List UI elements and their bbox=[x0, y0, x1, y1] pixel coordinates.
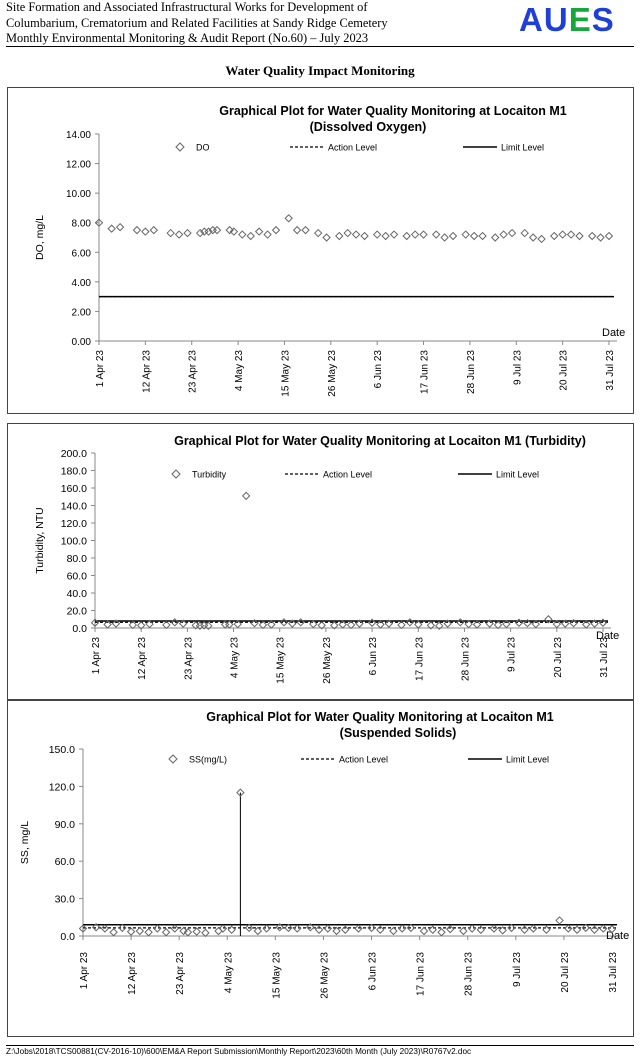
x-tick-label: 23 Apr 23 bbox=[187, 350, 199, 393]
x-tick-label: 12 Apr 23 bbox=[137, 637, 149, 680]
x-tick-label: 17 Jun 23 bbox=[414, 637, 426, 681]
logo-letter: S bbox=[591, 1, 615, 38]
legend-label: Action Level bbox=[323, 469, 373, 480]
aues-logo bbox=[519, 2, 615, 38]
x-tick-label: 15 May 23 bbox=[275, 637, 287, 684]
chart-ss bbox=[8, 701, 633, 1036]
logo-letter: E bbox=[568, 1, 592, 38]
section-title: Water Quality Impact Monitoring bbox=[225, 63, 415, 78]
x-tick-label: 1 Apr 23 bbox=[79, 952, 90, 990]
y-tick-label: 90.0 bbox=[54, 818, 75, 831]
data-point bbox=[336, 233, 343, 240]
legend-label: Turbidity bbox=[192, 469, 227, 480]
legend-label: Limit Level bbox=[501, 142, 545, 153]
x-tick-label: 9 Jul 23 bbox=[511, 952, 523, 988]
x-tick-label: 20 Jul 23 bbox=[559, 952, 571, 993]
legend-label: Limit Level bbox=[496, 469, 540, 480]
x-tick-label: 26 May 23 bbox=[326, 350, 338, 397]
data-point bbox=[576, 233, 583, 240]
data-point bbox=[202, 929, 209, 936]
data-point bbox=[403, 233, 410, 240]
chart-title bbox=[206, 710, 554, 740]
data-point bbox=[374, 231, 381, 238]
data-point bbox=[150, 227, 157, 234]
x-tick-label: 9 Jul 23 bbox=[506, 637, 518, 673]
data-point bbox=[412, 231, 419, 238]
data-point bbox=[391, 231, 398, 238]
x-tick-label: 6 Jun 23 bbox=[368, 637, 380, 676]
x-tick-label: 31 Jul 23 bbox=[605, 350, 616, 391]
header-line-1: Site Formation and Associated Infrastructural Works for Development of bbox=[6, 0, 368, 14]
data-point bbox=[285, 215, 292, 222]
data-point bbox=[324, 925, 331, 932]
footer-divider bbox=[6, 1045, 634, 1046]
data-point bbox=[264, 231, 271, 238]
chart-title bbox=[174, 434, 586, 448]
x-tick-label: 4 May 23 bbox=[234, 350, 246, 392]
data-point bbox=[184, 230, 191, 237]
data-point bbox=[441, 234, 448, 241]
data-point bbox=[530, 925, 537, 932]
legend-marker bbox=[172, 470, 180, 478]
data-point bbox=[421, 928, 428, 935]
data-point bbox=[479, 233, 486, 240]
legend-marker bbox=[169, 755, 177, 763]
x-tick-label: 26 May 23 bbox=[319, 952, 331, 999]
y-tick-label: 40.0 bbox=[66, 588, 87, 600]
chart-panel-turbidity bbox=[7, 423, 634, 700]
y-tick-label: 60.0 bbox=[54, 856, 75, 869]
data-point bbox=[450, 233, 457, 240]
data-point bbox=[273, 227, 280, 234]
report-header bbox=[6, 0, 476, 47]
data-point bbox=[333, 928, 340, 935]
data-point bbox=[315, 230, 322, 237]
x-tick-label: 28 Jun 23 bbox=[460, 637, 472, 681]
y-tick-label: 100.0 bbox=[60, 535, 87, 548]
header-divider bbox=[6, 46, 634, 47]
data-point bbox=[361, 233, 368, 240]
chart-turbidity bbox=[8, 424, 633, 699]
data-point bbox=[128, 928, 135, 935]
legend-label: Limit Level bbox=[506, 754, 550, 765]
data-point bbox=[302, 227, 309, 234]
y-tick-label: 0.00 bbox=[71, 337, 91, 348]
footer-file-path: Z:\Jobs\2018\TCS00881(CV-2016-10)\600\EM&A Report Submission\Monthly Report\2023\60th Month (July 2023)\R0767v2.doc bbox=[6, 1047, 472, 1056]
chart-title-line: Graphical Plot for Water Quality Monitoring at Locaiton M1 bbox=[206, 710, 554, 724]
data-point bbox=[420, 231, 427, 238]
data-point bbox=[469, 925, 476, 932]
data-point bbox=[294, 925, 301, 932]
logo-letter: A bbox=[519, 1, 544, 38]
legend-label: DO bbox=[196, 142, 210, 153]
data-point bbox=[568, 231, 575, 238]
chart-title-line: (Suspended Solids) bbox=[339, 726, 457, 740]
data-point bbox=[492, 234, 499, 241]
data-point bbox=[355, 925, 362, 932]
y-axis-label: SS, mg/L bbox=[19, 820, 31, 865]
x-tick-label: 20 Jul 23 bbox=[552, 637, 564, 678]
y-tick-label: 140.0 bbox=[60, 500, 87, 513]
data-point bbox=[263, 925, 270, 932]
data-point bbox=[462, 231, 469, 238]
data-point bbox=[167, 230, 174, 237]
x-tick-label: 6 Jun 23 bbox=[373, 350, 385, 389]
data-point bbox=[294, 227, 301, 234]
chart-title bbox=[219, 104, 567, 134]
data-point bbox=[521, 230, 528, 237]
y-tick-label: 4.00 bbox=[71, 277, 91, 289]
x-tick-label: 4 May 23 bbox=[223, 952, 235, 994]
y-tick-label: 12.00 bbox=[65, 159, 91, 171]
data-point bbox=[101, 925, 108, 932]
x-tick-label: 15 May 23 bbox=[280, 350, 292, 397]
data-point bbox=[559, 231, 566, 238]
x-tick-label: 17 Jun 23 bbox=[415, 952, 427, 996]
header-line-2: Columbarium, Crematorium and Related Facilities at Sandy Ridge Cemetery bbox=[6, 15, 388, 30]
data-point bbox=[490, 925, 497, 932]
data-point bbox=[171, 925, 178, 932]
data-point bbox=[460, 928, 467, 935]
legend-marker bbox=[176, 143, 184, 151]
data-point bbox=[142, 228, 149, 235]
x-tick-label: 20 Jul 23 bbox=[558, 350, 570, 391]
data-point bbox=[447, 926, 454, 933]
x-tick-label: 23 Apr 23 bbox=[183, 637, 195, 680]
x-axis-label: Date bbox=[596, 630, 620, 642]
data-point bbox=[117, 224, 124, 231]
y-tick-label: 150.0 bbox=[48, 744, 75, 756]
chart-title-line: Graphical Plot for Water Quality Monitoring at Locaiton M1 bbox=[219, 104, 567, 118]
y-tick-label: 0.0 bbox=[72, 623, 87, 635]
data-point bbox=[438, 929, 445, 936]
x-tick-label: 12 Apr 23 bbox=[141, 350, 153, 393]
y-tick-label: 14.00 bbox=[65, 130, 91, 141]
data-point bbox=[254, 928, 261, 935]
y-axis-label: Turbidity, NTU bbox=[34, 507, 46, 574]
data-point bbox=[606, 233, 613, 240]
data-point bbox=[163, 929, 170, 936]
x-tick-label: 9 Jul 23 bbox=[512, 350, 524, 386]
data-point bbox=[193, 928, 200, 935]
x-tick-label: 1 Apr 23 bbox=[95, 350, 106, 388]
data-point bbox=[597, 234, 604, 241]
data-point bbox=[239, 231, 246, 238]
data-point bbox=[136, 928, 143, 935]
legend-label: Action Level bbox=[339, 754, 389, 765]
data-point bbox=[538, 235, 545, 242]
y-tick-label: 10.00 bbox=[65, 189, 91, 201]
x-tick-label: 26 May 23 bbox=[321, 637, 333, 684]
y-tick-label: 160.0 bbox=[60, 483, 87, 495]
data-point bbox=[215, 928, 222, 935]
y-tick-label: 6.00 bbox=[71, 248, 91, 260]
chart-do bbox=[8, 88, 633, 413]
y-tick-label: 60.0 bbox=[66, 570, 87, 583]
logo-letter: U bbox=[543, 1, 569, 38]
data-point bbox=[471, 233, 478, 240]
x-tick-label: 31 Jul 23 bbox=[608, 952, 619, 993]
x-tick-label: 4 May 23 bbox=[229, 637, 241, 679]
data-point bbox=[323, 234, 330, 241]
y-tick-label: 30.0 bbox=[54, 893, 75, 906]
x-axis-label: Date bbox=[606, 930, 630, 942]
y-tick-label: 80.0 bbox=[66, 553, 87, 565]
data-point bbox=[243, 492, 250, 499]
data-point bbox=[399, 925, 406, 932]
data-point bbox=[214, 227, 221, 234]
legend-label: Action Level bbox=[328, 142, 378, 153]
data-point bbox=[551, 233, 558, 240]
legend-label: SS(mg/L) bbox=[189, 754, 228, 765]
y-tick-label: 0.0 bbox=[60, 931, 75, 943]
x-tick-label: 28 Jun 23 bbox=[463, 952, 475, 996]
x-tick-label: 12 Apr 23 bbox=[127, 952, 139, 995]
chart-panel-do bbox=[7, 87, 634, 414]
x-axis-label: Date bbox=[602, 327, 626, 339]
data-point bbox=[256, 228, 263, 235]
y-tick-label: 180.0 bbox=[60, 465, 87, 478]
x-tick-label: 23 Apr 23 bbox=[175, 952, 187, 995]
x-tick-label: 17 Jun 23 bbox=[419, 350, 431, 394]
chart-title-line: (Dissolved Oxygen) bbox=[309, 120, 427, 134]
data-point bbox=[433, 231, 440, 238]
data-point bbox=[353, 231, 360, 238]
header-line-3: Monthly Environmental Monitoring & Audit Report (No.60) – July 2023 bbox=[6, 31, 369, 45]
y-tick-label: 120.0 bbox=[60, 518, 87, 530]
x-tick-label: 31 Jul 23 bbox=[599, 637, 610, 678]
data-point bbox=[530, 234, 537, 241]
x-tick-label: 28 Jun 23 bbox=[465, 350, 477, 394]
y-tick-label: 120.0 bbox=[48, 781, 75, 794]
data-point bbox=[247, 233, 254, 240]
data-point bbox=[108, 225, 115, 232]
chart-panel-ss bbox=[7, 700, 634, 1037]
data-point bbox=[589, 233, 596, 240]
data-point bbox=[110, 929, 117, 936]
chart-title-line: Graphical Plot for Water Quality Monitoring at Locaiton M1 (Turbidity) bbox=[174, 434, 586, 448]
data-point bbox=[145, 929, 152, 936]
data-point bbox=[154, 925, 161, 932]
y-tick-label: 20.0 bbox=[66, 605, 87, 618]
y-tick-label: 2.00 bbox=[71, 307, 91, 319]
x-tick-label: 15 May 23 bbox=[271, 952, 283, 999]
y-tick-label: 8.00 bbox=[71, 218, 91, 230]
data-point bbox=[390, 928, 397, 935]
data-point bbox=[509, 230, 516, 237]
data-point bbox=[382, 233, 389, 240]
data-point bbox=[556, 917, 563, 924]
x-tick-label: 1 Apr 23 bbox=[91, 637, 102, 675]
x-tick-label: 6 Jun 23 bbox=[367, 952, 379, 991]
y-axis-label: DO, mg/L bbox=[34, 215, 46, 260]
data-point bbox=[176, 231, 183, 238]
data-point bbox=[344, 230, 351, 237]
data-point bbox=[133, 227, 140, 234]
data-point bbox=[500, 231, 507, 238]
y-tick-label: 200.0 bbox=[60, 448, 87, 460]
data-point bbox=[219, 925, 226, 932]
data-point bbox=[565, 925, 572, 932]
